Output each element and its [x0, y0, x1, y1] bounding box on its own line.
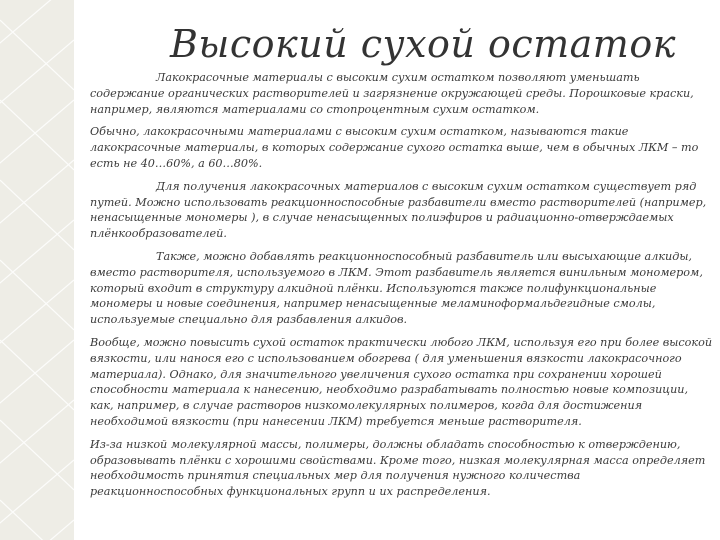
body-text [90, 70, 714, 507]
pattern-graphic [0, 0, 74, 540]
decorative-side-band [0, 0, 74, 540]
paragraph: Также, можно добавлять реакционноспособный разбавитель или высыхающие алкиды, вместо растворителя, используемого в ЛКМ. Этот разбавитель является винильным мономером, который входит в структуру алкидной плёнки. Используются также полифункциональные мономеры и новые соединения, например ненасыщенные меламиноформальдегидные смолы, используемые специально для разбавления алкидов. [90, 249, 703, 327]
paragraph: Из-за низкой молекулярной массы, полимеры, должны обладать способностью к отверждению, образовывать плёнки с хорошими свойствами. Кроме того, низкая молекулярная масса определяет необходимость принятия специальных мер для получения нужного количества реакционноспособных функциональных групп и их распределения. [90, 437, 706, 499]
paragraph: Обычно, лакокрасочными материалами с высоким сухим остатком, называются такие лакокрасочные материалы, в которых содержание сухого остатка выше, чем в обычных ЛКМ – то есть не 40…60%, а 60…80%. [90, 125, 699, 170]
paragraph: Вообще, можно повысить сухой остаток практически любого ЛКМ, используя его при более высокой вязкости, или нанося его с использованием обогрева ( для уменьшения вязкости лакокрасочного материала). Однако, для значительного увеличения сухого остатка при сохранении хорошей способности материала к нанесению, необходимо разрабатывать полностью новые композиции, как, например, в случае растворов низкомолекулярных полимеров, когда для достижения необходимой вязкости (при нанесении ЛКМ) требуется меньше растворителя. [90, 335, 713, 428]
paragraph: Лакокрасочные материалы с высоким сухим остатком позволяют уменьшать содержание органических растворителей и загрязнение окружающей среды. Порошковые краски, например, являются материалами со стопроцентным сухим остатком. [90, 71, 694, 116]
paragraph: Для получения лакокрасочных материалов с высоким сухим остатком существует ряд путей. Можно использовать реакционноспособные разбавители вместо растворителей (например, ненасыщенные мономеры ), в случае ненасыщенных полиэфиров и радиационно-отверждаемых плёнкообразователей. [90, 179, 707, 241]
slide-title: Высокий сухой остаток [170, 22, 676, 66]
